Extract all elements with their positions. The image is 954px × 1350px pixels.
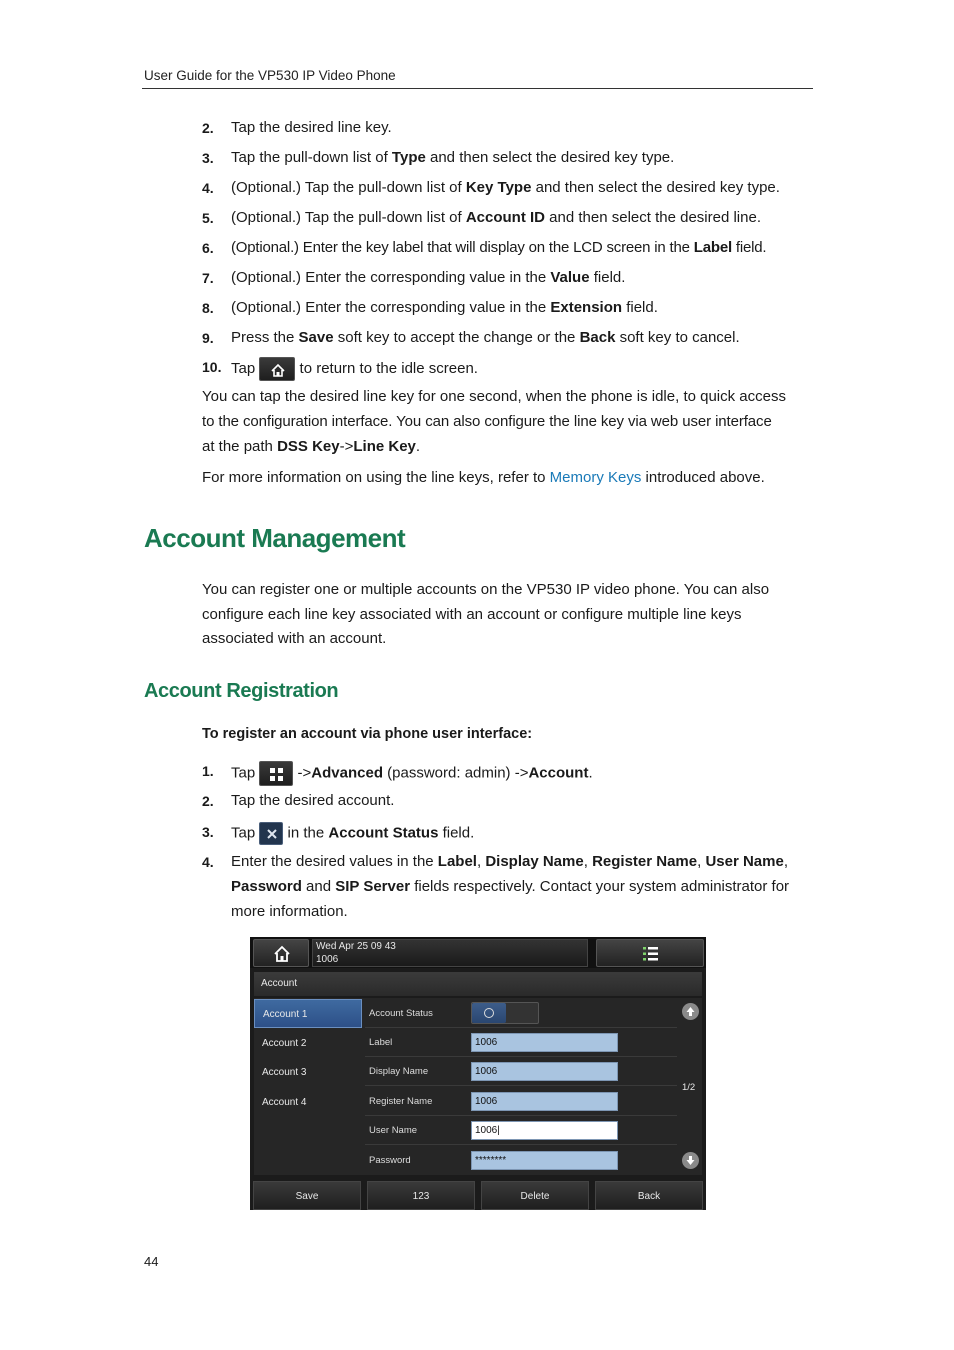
step-text: field. bbox=[438, 824, 475, 842]
step-number: 7. bbox=[202, 270, 214, 286]
step-bold: Account Status bbox=[328, 824, 439, 842]
step-number: 4. bbox=[202, 854, 214, 870]
field-label: Password bbox=[369, 1155, 411, 1166]
step-text: Enter the desired values in the bbox=[231, 853, 438, 870]
step-bold: Password bbox=[231, 878, 302, 895]
paragraph-text: For more information on using the line keys, refer to bbox=[202, 469, 550, 486]
paragraph-line: You can register one or multiple accounts on the VP530 IP video phone. You can also bbox=[202, 581, 770, 598]
procedure-title: To register an account via phone user interface: bbox=[202, 726, 533, 742]
menu-grid-icon bbox=[259, 761, 293, 786]
paragraph-line: associated with an account. bbox=[202, 630, 387, 647]
phone-date-time: Wed Apr 25 09 43 bbox=[316, 941, 396, 952]
step-text: field. bbox=[589, 269, 626, 286]
step-text: more information. bbox=[231, 903, 348, 920]
paragraph-text: at the path bbox=[202, 438, 278, 455]
field-label: Account Status bbox=[369, 1008, 433, 1019]
paragraph-text: introduced above. bbox=[641, 469, 765, 486]
account-label: Account 2 bbox=[262, 1038, 307, 1049]
step-number: 2. bbox=[202, 793, 214, 809]
step-text: , bbox=[697, 853, 706, 870]
step-text: , bbox=[783, 853, 789, 870]
step-bold: Account ID bbox=[465, 209, 546, 226]
phone-menu-button[interactable] bbox=[596, 939, 704, 967]
account-label: Account 1 bbox=[263, 1009, 308, 1020]
phone-extension: 1006 bbox=[316, 954, 339, 965]
step-bold: Key Type bbox=[465, 179, 532, 196]
menu-path-dss-key: DSS Key bbox=[277, 438, 340, 455]
scroll-up-icon[interactable] bbox=[682, 1003, 699, 1020]
section-title: Account Management bbox=[144, 523, 406, 553]
step-text: field. bbox=[622, 299, 658, 316]
reference-paragraph bbox=[202, 465, 765, 490]
step-text: (Optional.) Enter the corresponding value in the bbox=[231, 299, 551, 316]
step-text: Tap the pull-down list of bbox=[231, 149, 392, 166]
phone-title-bar bbox=[254, 972, 702, 996]
field-row-register-name bbox=[365, 1087, 677, 1116]
step-text: fields respectively. Contact your system administrator for bbox=[410, 878, 790, 895]
step-text: soft key to accept the change or the bbox=[333, 329, 580, 346]
step-text: in the bbox=[287, 824, 329, 842]
step-text: Press the bbox=[231, 329, 299, 346]
field-row-password bbox=[365, 1146, 677, 1175]
field-row-label bbox=[365, 1028, 677, 1057]
account-status-toggle[interactable] bbox=[471, 1002, 539, 1024]
field-label: Label bbox=[369, 1037, 393, 1048]
step-bold: Register Name bbox=[592, 853, 698, 870]
step-number: 9. bbox=[202, 330, 214, 346]
step-bold: Save bbox=[298, 329, 334, 346]
field-label: Display Name bbox=[369, 1066, 429, 1077]
step-text: and then select the desired key type. bbox=[425, 149, 675, 166]
step-text: , bbox=[583, 853, 593, 870]
label-input[interactable]: 1006 bbox=[471, 1033, 618, 1052]
header-divider bbox=[142, 88, 813, 89]
step-bold: Advanced bbox=[311, 764, 383, 782]
step-text: (Optional.) Enter the key label that will display on the LCD screen in the bbox=[231, 239, 694, 256]
section-intro-paragraph bbox=[202, 578, 769, 652]
subsection-title: Account Registration bbox=[144, 680, 339, 702]
memory-keys-link[interactable]: Memory Keys bbox=[549, 469, 642, 486]
scroll-down-icon[interactable] bbox=[682, 1152, 699, 1169]
register-name-input[interactable]: 1006 bbox=[471, 1092, 618, 1111]
step-bold: Extension bbox=[550, 299, 623, 316]
page-indicator: 1/2 bbox=[682, 1082, 696, 1093]
step-bold: Back bbox=[579, 329, 616, 346]
step-text: field. bbox=[731, 239, 767, 256]
step-text: to return to the idle screen. bbox=[299, 359, 478, 377]
paragraph-line: to the configuration interface. You can also configure the line key via web user interface bbox=[202, 413, 772, 430]
step-text: Tap bbox=[231, 824, 256, 842]
page-header-title: User Guide for the VP530 IP Video Phone bbox=[144, 68, 396, 83]
account-list-item[interactable] bbox=[254, 999, 362, 1028]
step-bold: Account bbox=[528, 764, 589, 782]
step-number: 4. bbox=[202, 180, 214, 196]
step-bold: User Name bbox=[705, 853, 784, 870]
step-text: Tap the desired line key. bbox=[231, 119, 392, 136]
paragraph-text: . bbox=[415, 438, 421, 455]
page-number: 44 bbox=[144, 1254, 159, 1269]
step-number: 5. bbox=[202, 210, 214, 226]
account-list bbox=[254, 998, 362, 1175]
step-number: 2. bbox=[202, 120, 214, 136]
step-text: and then select the desired key type. bbox=[531, 179, 780, 196]
step-bold: Label bbox=[693, 239, 732, 256]
phone-softkey-bar bbox=[250, 1181, 706, 1210]
step-bold: Display Name bbox=[485, 853, 584, 870]
step-text: . bbox=[588, 764, 593, 782]
field-row-display-name bbox=[365, 1057, 677, 1086]
step-bold: Value bbox=[550, 269, 590, 286]
softkey-123[interactable]: 123 bbox=[367, 1181, 475, 1210]
step-text: (password: admin) -> bbox=[383, 764, 529, 782]
phone-body bbox=[254, 998, 702, 1175]
path-separator: -> bbox=[297, 764, 312, 782]
step-number: 1. bbox=[202, 763, 214, 779]
phone-top-bar bbox=[250, 937, 706, 968]
step-bold: Type bbox=[391, 149, 426, 166]
list-menu-icon bbox=[597, 940, 705, 968]
user-name-input[interactable]: 1006| bbox=[471, 1121, 618, 1140]
paragraph-line: You can tap the desired line key for one second, when the phone is idle, to quick access bbox=[202, 388, 786, 405]
field-label: User Name bbox=[369, 1125, 418, 1136]
password-input[interactable]: ******** bbox=[471, 1151, 618, 1170]
step-number: 10. bbox=[202, 359, 222, 375]
step-text: soft key to cancel. bbox=[615, 329, 740, 346]
account-list-item[interactable] bbox=[254, 1088, 362, 1117]
field-row-user-name bbox=[365, 1116, 677, 1145]
close-x-icon bbox=[259, 822, 283, 845]
path-separator: -> bbox=[339, 438, 354, 455]
step-text: (Optional.) Tap the pull-down list of bbox=[231, 179, 466, 196]
display-name-input[interactable]: 1006 bbox=[471, 1062, 618, 1081]
step-number: 3. bbox=[202, 824, 214, 840]
step-text: (Optional.) Tap the pull-down list of bbox=[231, 209, 466, 226]
phone-home-button[interactable] bbox=[253, 939, 309, 967]
phone-account-screen bbox=[250, 937, 706, 1210]
softkey-delete[interactable]: Delete bbox=[481, 1181, 589, 1210]
step-number: 3. bbox=[202, 150, 214, 166]
step-text: and then select the desired line. bbox=[545, 209, 761, 226]
account-label: Account 4 bbox=[262, 1097, 307, 1108]
softkey-back[interactable]: Back bbox=[595, 1181, 703, 1210]
step-text: (Optional.) Enter the corresponding value in the bbox=[231, 269, 551, 286]
register-step-4 bbox=[202, 852, 817, 922]
phone-screen-title: Account bbox=[261, 978, 298, 989]
phone-status-area bbox=[312, 939, 588, 967]
paragraph-line: configure each line key associated with an account or configure multiple line keys bbox=[202, 605, 742, 623]
account-list-item[interactable] bbox=[254, 1058, 362, 1087]
home-key-icon bbox=[259, 357, 295, 381]
step-text: , bbox=[476, 853, 486, 870]
step-number: 6. bbox=[202, 240, 214, 256]
softkey-save[interactable]: Save bbox=[253, 1181, 361, 1210]
menu-path-line-key: Line Key bbox=[353, 438, 416, 455]
step-bold: SIP Server bbox=[335, 878, 411, 895]
field-row-account-status bbox=[365, 999, 677, 1028]
account-list-item[interactable] bbox=[254, 1029, 362, 1058]
line-key-paragraph bbox=[202, 384, 786, 459]
step-text: Tap the desired account. bbox=[231, 792, 395, 809]
step-bold: Label bbox=[437, 853, 477, 870]
step-text: Tap bbox=[231, 764, 256, 782]
step-text: and bbox=[301, 878, 336, 895]
field-label: Register Name bbox=[369, 1096, 433, 1107]
account-label: Account 3 bbox=[262, 1067, 307, 1078]
step-number: 8. bbox=[202, 300, 214, 316]
toggle-ring-icon bbox=[484, 1008, 494, 1018]
step-text: Tap bbox=[231, 359, 256, 377]
phone-scrollbar bbox=[678, 998, 702, 1175]
paragraph-line bbox=[202, 434, 786, 459]
